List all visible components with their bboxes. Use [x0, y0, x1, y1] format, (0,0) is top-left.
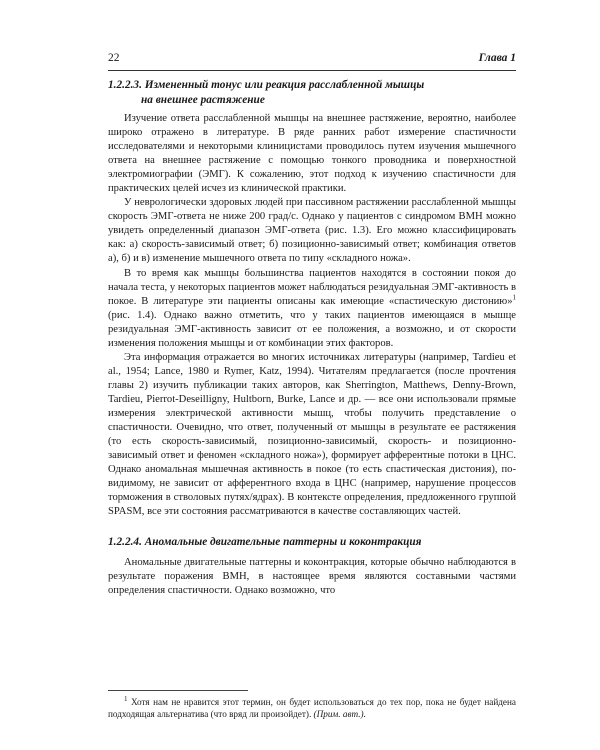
page-number: 22 — [108, 52, 120, 64]
page-body — [108, 78, 516, 599]
paragraph-text-tail: (рис. 1.4). Однако важно отметить, что у таких пациентов имеющаяся в мышце резидуальная ЭМГ-активность зависит от ее положения, а возможно, и от скорости изменения положения мышцы и от комбинации этих факторов. — [108, 309, 516, 349]
paragraph: Изучение ответа расслабленной мышцы на внешнее растяжение, вероятно, наиболее широко отражено в литературе. В ряде ранних работ измерение спастичности исследователями и некоторыми клиницистами проводилось путем изучения мышечного ответа на внешнее растяжение с помощью тонкого проводника и поверхностной электромиографии (ЭМГ). К сожалению, этот подход к изучению спастичности для практических целей исчез из клинической практики. — [108, 113, 516, 195]
page-header — [108, 52, 516, 68]
section-number: 1.2.2.4. — [108, 536, 142, 549]
paragraph-text: В то время как мышцы большинства пациентов находятся в состоянии покоя до начала теста, у некоторых пациентов может наблюдаться резидуальная ЭМГ-активность в покое. В литературе эти пациенты описаны как имеющие «спастическую дистонию» — [108, 267, 516, 307]
chapter-title: Глава 1 — [478, 52, 516, 64]
paragraph: Аномальные двигательные паттерны и коконтракция, которые обычно наблюдаются в результате поражения ВМН, в настоящее время являются составными частями определения спастичности. Однако возможно, что — [108, 557, 516, 597]
footnote — [108, 696, 516, 720]
footnote-marker: 1 — [512, 293, 516, 302]
footnote-text: Хотя нам не нравится этот термин, он будет использоваться до тех пор, пока не будет найдена подходящая альтернатива (что вряд ли произойдет). — [108, 697, 517, 720]
header-rule — [108, 70, 516, 71]
section-heading-1-2-2-3 — [108, 78, 516, 108]
section-heading-1-2-2-4 — [108, 535, 516, 550]
paragraph: Эта информация отражается во многих источниках литературы (например, Tardieu et al., 1954; Lance, 1980 и Rymer, Katz, 1994). Читателям предлагается (после прочтения главы 2) изучить публикации таких авторов, как Sherrington, Matthews, Denny-Brown, Tardieu, Pierrot-Deseilligny, Hultborn, Burke, Lance и др. — все они использовали прямые измерения электрической активности мышц, чтобы получить представление о спастичности. Очевидно, что ответ, полученный от мышцы в результате ее растяжения (то есть скорость-зависимый, позиционно-зависимый, скорость- и позиционно-зависимый ответ и феномен «складного ножа»), формирует афферентные потоки в ЦНС. Однако аномальная мышечная активность в покое (то есть спастическая дистония), по-видимому, не зависит от афферентного входа в ЦНС (например, нарушение процессов торможения в стволовых путях/ядрах). В контексте определения, предложенного группой SPASM, все эти состояния рассматриваются в качестве составляющих частей. — [108, 351, 516, 518]
footnote-author-note: (Прим. авт.). — [313, 709, 366, 720]
paragraph-with-footnote — [108, 267, 516, 351]
footnote-rule — [108, 690, 248, 691]
section-title-line1: Аномальные двигательные паттерны и коконтракция — [144, 536, 422, 549]
footnote-number: 1 — [124, 694, 128, 703]
section-number: 1.2.2.3. — [108, 79, 142, 91]
section-title-line2: на внешнее растяжение — [141, 94, 265, 106]
section-title-line1: Измененный тонус или реакция расслабленной мышцы — [144, 79, 425, 91]
paragraph: У неврологически здоровых людей при пассивном растяжении расслабленной мышцы скорость ЭМГ-ответа не ниже 200 град/с. Однако у пациентов с синдромом ВМН можно увидеть определенный диапазон ЭМГ-ответа (рис. 1.3). Его можно классифицировать как: а) скорость-зависимый ответ; б) позиционно-зависимый ответ; комбинация ответов а), б) и в) изменение мышечного ответа по типу «складного ножа». — [108, 197, 516, 265]
